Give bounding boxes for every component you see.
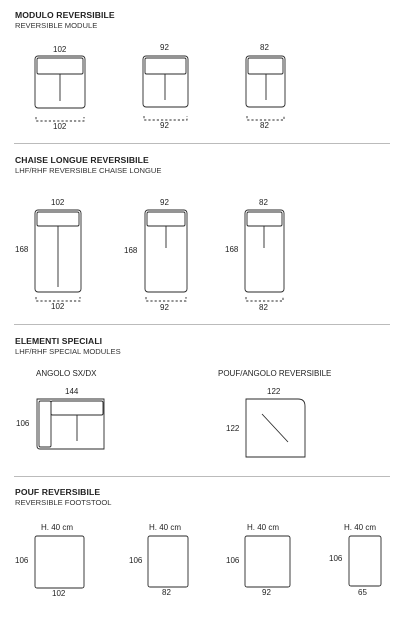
dim-chaise-2-bottom: 92 — [160, 303, 169, 312]
module-82-drawing — [246, 56, 285, 120]
pouf-3-height: H. 40 cm — [247, 523, 280, 532]
dim-angolo-side: 106 — [16, 419, 30, 428]
section-subtitle-modulo: REVERSIBLE MODULE — [15, 21, 98, 30]
chaise-92-drawing — [145, 210, 187, 301]
dim-pouf-3-side: 106 — [226, 556, 240, 565]
pouf-1-height: H. 40 cm — [41, 523, 74, 532]
dim-module-1-bottom: 102 — [53, 122, 67, 131]
dim-pouf-4-bottom: 65 — [358, 588, 367, 597]
pouf-92-drawing — [245, 536, 290, 587]
pouf-angolo-label: POUF/ANGOLO REVERSIBILE — [218, 369, 332, 378]
pouf-82-drawing — [148, 536, 188, 587]
pouf-2-height: H. 40 cm — [149, 523, 182, 532]
pouf-102-drawing — [35, 536, 84, 588]
module-102-drawing — [35, 56, 85, 121]
dim-pouf-2-side: 106 — [129, 556, 143, 565]
chaise-82-drawing — [245, 210, 284, 301]
pouf-4-height: H. 40 cm — [344, 523, 377, 532]
module-92-drawing — [143, 56, 188, 120]
dim-module-2-top: 92 — [160, 43, 169, 52]
dim-chaise-3-top: 82 — [259, 198, 268, 207]
section-subtitle-speciali: LHF/RHF SPECIAL MODULES — [15, 347, 121, 356]
dim-chaise-1-top: 102 — [51, 198, 65, 207]
section-subtitle-chaise: LHF/RHF REVERSIBLE CHAISE LONGUE — [15, 166, 162, 175]
dim-pouf-1-side: 106 — [15, 556, 29, 565]
dim-module-2-bottom: 92 — [160, 121, 169, 130]
section-subtitle-pouf: REVERSIBLE FOOTSTOOL — [15, 498, 112, 507]
dim-chaise-2-top: 92 — [160, 198, 169, 207]
section-title-speciali: ELEMENTI SPECIALI — [15, 336, 103, 346]
dim-chaise-1-side: 168 — [15, 245, 29, 254]
angolo-drawing — [37, 399, 104, 449]
dim-pouf-2-bottom: 82 — [162, 588, 171, 597]
section-title-pouf: POUF REVERSIBILE — [15, 487, 101, 497]
section-title-chaise: CHAISE LONGUE REVERSIBILE — [15, 155, 149, 165]
dim-module-1-top: 102 — [53, 45, 67, 54]
dim-pouf-4-side: 106 — [329, 554, 343, 563]
dim-chaise-3-side: 168 — [225, 245, 239, 254]
angolo-label: ANGOLO SX/DX — [36, 369, 97, 378]
pouf-angolo-drawing — [246, 399, 305, 457]
dim-chaise-1-bottom: 102 — [51, 302, 65, 311]
dim-pouf-1-bottom: 102 — [52, 589, 66, 598]
dim-angolo-top: 144 — [65, 387, 79, 396]
dim-module-3-bottom: 82 — [260, 121, 269, 130]
section-title-modulo: MODULO REVERSIBILE — [15, 10, 115, 20]
chaise-102-drawing — [35, 210, 81, 301]
dim-pouf-angolo-top: 122 — [267, 387, 281, 396]
dim-chaise-3-bottom: 82 — [259, 303, 268, 312]
dim-pouf-3-bottom: 92 — [262, 588, 271, 597]
pouf-65-drawing — [349, 536, 381, 586]
dim-pouf-angolo-side: 122 — [226, 424, 240, 433]
dim-chaise-2-side: 168 — [124, 246, 138, 255]
dim-module-3-top: 82 — [260, 43, 269, 52]
